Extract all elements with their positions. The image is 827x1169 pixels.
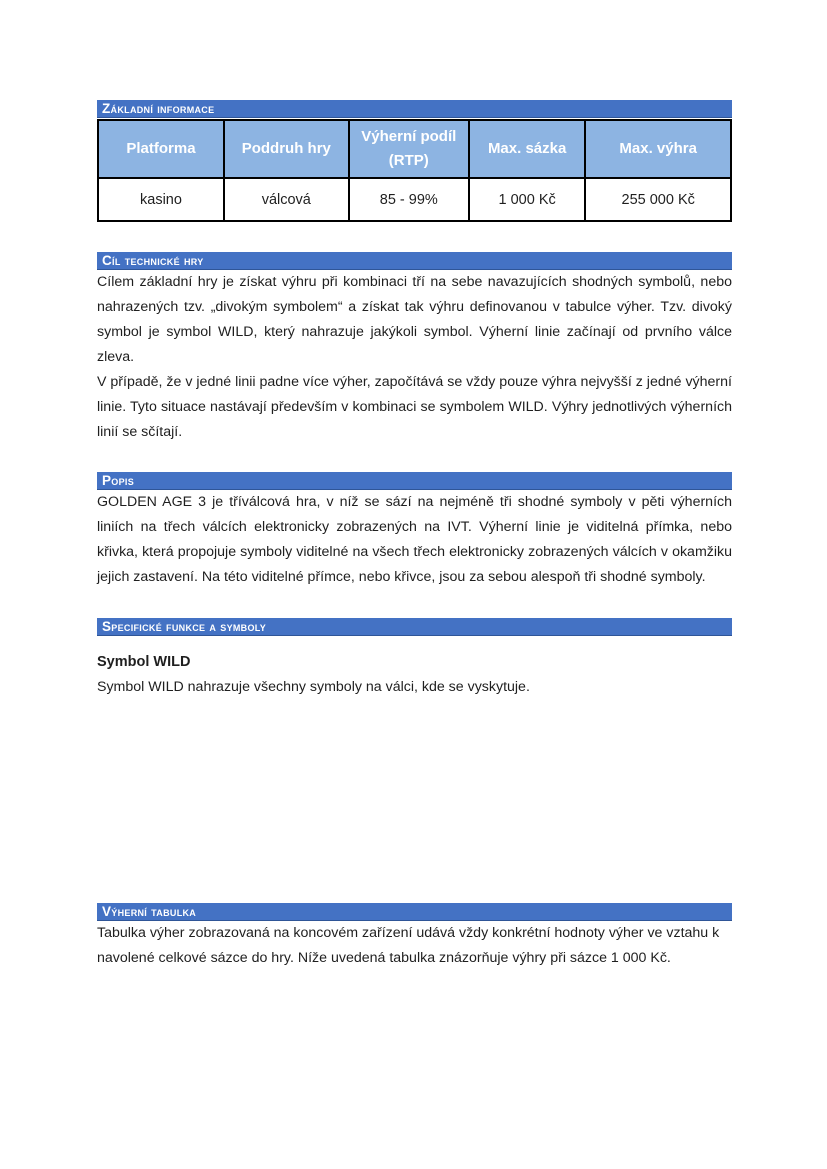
section-cil-technicke-hry: [97, 252, 732, 445]
col-header-max-vyhra: Max. výhra: [585, 120, 731, 178]
info-table: [97, 119, 732, 222]
paragraph-vyherni-1: Tabulka výher zobrazovaná na koncovém zařízení udává vždy konkrétní hodnoty výher ve vztahu k navolené celkové sázce do hry. Níže uvedená tabulka znázorňuje výhry při sázce 1 000 Kč.: [97, 925, 720, 966]
section-header-specificke-funkce: [97, 618, 732, 636]
col-header-vyherni-podil: Výherní podíl (RTP): [349, 120, 469, 178]
section-header-zakladni-informace: [97, 100, 732, 118]
section-vyherni-tabulka: [97, 903, 732, 971]
cell-max-vyhra: 255 000 Kč: [585, 178, 731, 221]
section-title-popis: Popis: [102, 472, 135, 488]
cell-platforma: kasino: [98, 178, 224, 221]
section-specificke-funkce: [97, 618, 732, 700]
info-table-header-row: [98, 120, 731, 178]
cell-max-sazka: 1 000 Kč: [469, 178, 585, 221]
paragraph-cil-1: Cílem základní hry je získat výhru při kombinaci tří na sebe navazujících shodných symbolů, nebo nahrazených tzv. „divokým symbolem“ a získat tak výhru definovanou v tabulce výher. Tzv. divoký symbol je symbol WILD, který nahrazuje jakýkoli symbol. Výherní linie začínají od prvního válce zleva.: [97, 274, 732, 365]
section-header-vyherni-tabulka: [97, 903, 732, 921]
section-header-popis: [97, 472, 732, 490]
section-title-vyherni-tabulka: Výherní tabulka: [102, 903, 197, 919]
paragraph-popis-1: GOLDEN AGE 3 je tříválcová hra, v níž se sází na nejméně tři shodné symboly v pěti výherních liniích na třech válcích elektronicky zobrazených na IVT. Výherní linie je viditelná přímka, nebo křivka, která propojuje symboly viditelné na všech třech elektronicky zobrazených válcích v okamžiku jejich zastavení. Na této viditelné přímce, nebo křivce, jsou za sebou alespoň tři shodné symboly.: [97, 494, 732, 585]
section-title-specificke-funkce: Specifické funkce a symboly: [102, 618, 267, 634]
section-title-cil-technicke-hry: Cíl technické hry: [102, 252, 204, 268]
section-header-cil-technicke-hry: [97, 252, 732, 270]
paragraph-wild-1: Symbol WILD nahrazuje všechny symboly na válci, kde se vyskytuje.: [97, 679, 530, 695]
col-header-platforma: Platforma: [98, 120, 224, 178]
info-table-row: [98, 178, 731, 221]
subheading-symbol-wild: Symbol WILD: [97, 654, 191, 670]
paragraph-cil-2: V případě, že v jedné linii padne více výher, započítává se vždy pouze výhra nejvyšší z jedné výherní linie. Tyto situace nastávají především v kombinaci se symbolem WILD. Výhry jednotlivých výherních linií se sčítají.: [97, 374, 732, 440]
cell-vyherni-podil: 85 - 99%: [349, 178, 469, 221]
section-title-zakladni-informace: Základní informace: [102, 100, 215, 116]
cell-poddruh-hry: válcová: [224, 178, 349, 221]
section-zakladni-informace: [97, 100, 732, 222]
col-header-poddruh-hry: Poddruh hry: [224, 120, 349, 178]
section-popis: [97, 472, 732, 590]
col-header-max-sazka: Max. sázka: [469, 120, 585, 178]
